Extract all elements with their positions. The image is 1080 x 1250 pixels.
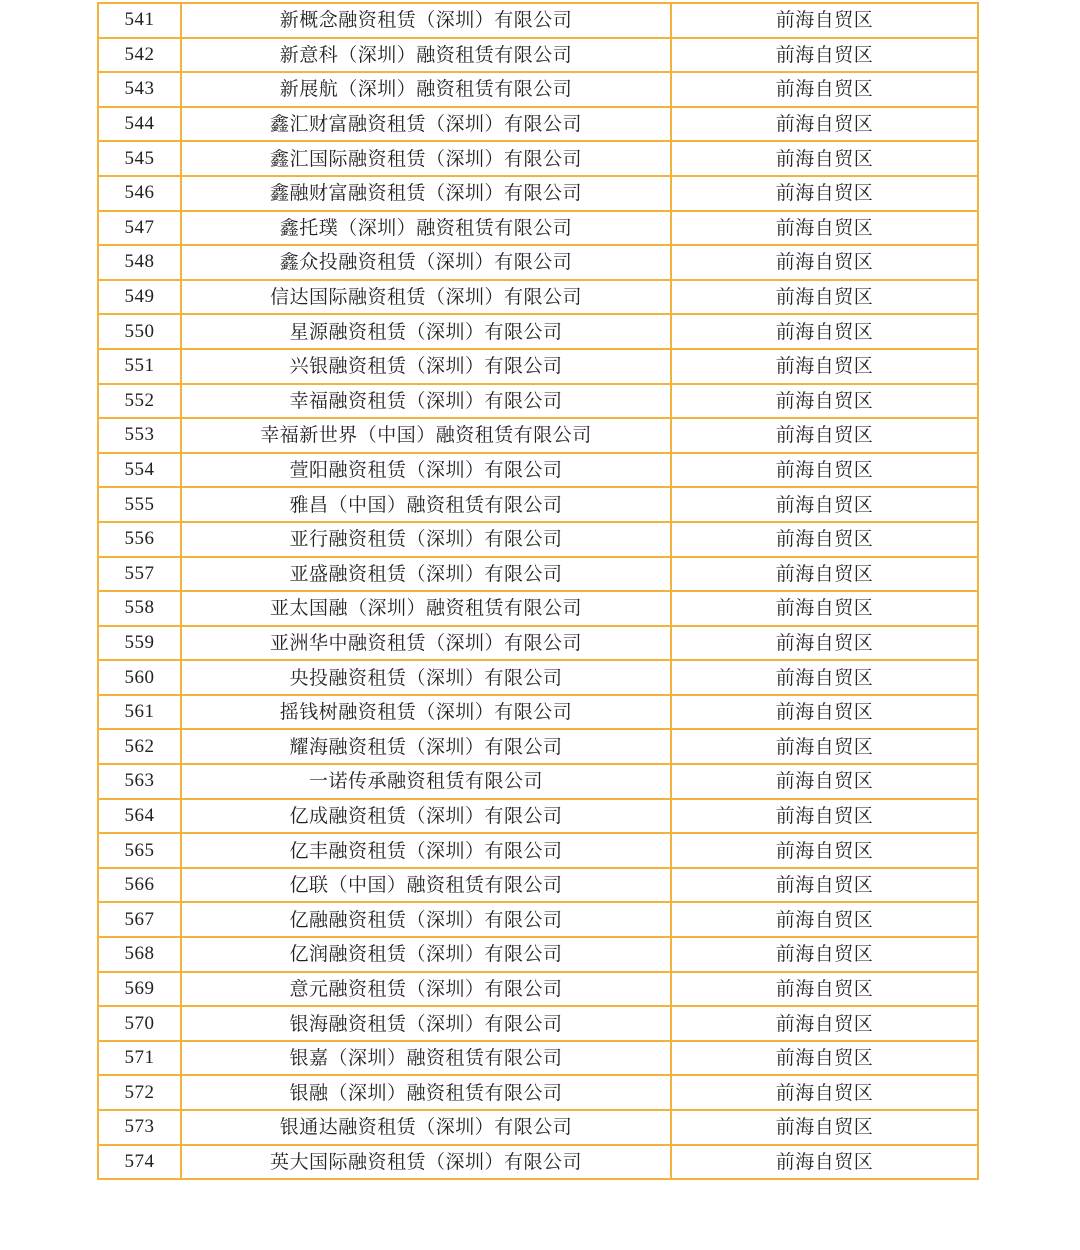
row-number: 553 (98, 418, 181, 453)
company-name: 鑫融财富融资租赁（深圳）有限公司 (181, 176, 671, 211)
row-number: 559 (98, 626, 181, 661)
table-row (98, 72, 978, 107)
company-name: 亚太国融（深圳）融资租赁有限公司 (181, 591, 671, 626)
row-number: 566 (98, 868, 181, 903)
company-name: 亚洲华中融资租赁（深圳）有限公司 (181, 626, 671, 661)
row-number: 563 (98, 764, 181, 799)
company-name: 兴银融资租赁（深圳）有限公司 (181, 349, 671, 384)
table-row (98, 314, 978, 349)
table-row (98, 972, 978, 1007)
row-number: 552 (98, 384, 181, 419)
free-trade-zone: 前海自贸区 (671, 487, 978, 522)
company-name: 信达国际融资租赁（深圳）有限公司 (181, 280, 671, 315)
free-trade-zone: 前海自贸区 (671, 384, 978, 419)
free-trade-zone: 前海自贸区 (671, 176, 978, 211)
table-row (98, 211, 978, 246)
company-name: 银海融资租赁（深圳）有限公司 (181, 1006, 671, 1041)
table-row (98, 280, 978, 315)
table-row (98, 799, 978, 834)
table-row (98, 902, 978, 937)
company-name: 幸福融资租赁（深圳）有限公司 (181, 384, 671, 419)
table-row (98, 695, 978, 730)
row-number: 562 (98, 729, 181, 764)
table-row (98, 349, 978, 384)
free-trade-zone: 前海自贸区 (671, 280, 978, 315)
table-row (98, 38, 978, 73)
row-number: 557 (98, 557, 181, 592)
company-name: 雅昌（中国）融资租赁有限公司 (181, 487, 671, 522)
row-number: 561 (98, 695, 181, 730)
row-number: 548 (98, 245, 181, 280)
company-name: 耀海融资租赁（深圳）有限公司 (181, 729, 671, 764)
table-row (98, 1075, 978, 1110)
company-name: 亿成融资租赁（深圳）有限公司 (181, 799, 671, 834)
company-name: 亿联（中国）融资租赁有限公司 (181, 868, 671, 903)
company-name: 亚行融资租赁（深圳）有限公司 (181, 522, 671, 557)
free-trade-zone: 前海自贸区 (671, 453, 978, 488)
company-name: 一诺传承融资租赁有限公司 (181, 764, 671, 799)
table-row (98, 3, 978, 38)
row-number: 556 (98, 522, 181, 557)
table-row (98, 522, 978, 557)
company-name: 银融（深圳）融资租赁有限公司 (181, 1075, 671, 1110)
free-trade-zone: 前海自贸区 (671, 314, 978, 349)
company-name: 亿丰融资租赁（深圳）有限公司 (181, 833, 671, 868)
company-list-sheet (97, 2, 977, 1180)
free-trade-zone: 前海自贸区 (671, 799, 978, 834)
company-table-body (98, 3, 978, 1179)
table-row (98, 729, 978, 764)
free-trade-zone: 前海自贸区 (671, 902, 978, 937)
free-trade-zone: 前海自贸区 (671, 1006, 978, 1041)
table-row (98, 418, 978, 453)
row-number: 544 (98, 107, 181, 142)
row-number: 568 (98, 937, 181, 972)
free-trade-zone: 前海自贸区 (671, 418, 978, 453)
company-name: 英大国际融资租赁（深圳）有限公司 (181, 1145, 671, 1180)
free-trade-zone: 前海自贸区 (671, 764, 978, 799)
free-trade-zone: 前海自贸区 (671, 245, 978, 280)
free-trade-zone: 前海自贸区 (671, 211, 978, 246)
row-number: 574 (98, 1145, 181, 1180)
row-number: 570 (98, 1006, 181, 1041)
table-row (98, 1110, 978, 1145)
table-row (98, 937, 978, 972)
row-number: 550 (98, 314, 181, 349)
table-row (98, 245, 978, 280)
company-name: 摇钱树融资租赁（深圳）有限公司 (181, 695, 671, 730)
company-name: 亚盛融资租赁（深圳）有限公司 (181, 557, 671, 592)
company-name: 银通达融资租赁（深圳）有限公司 (181, 1110, 671, 1145)
free-trade-zone: 前海自贸区 (671, 1145, 978, 1180)
free-trade-zone: 前海自贸区 (671, 591, 978, 626)
row-number: 567 (98, 902, 181, 937)
company-name: 意元融资租赁（深圳）有限公司 (181, 972, 671, 1007)
row-number: 549 (98, 280, 181, 315)
table-row (98, 384, 978, 419)
row-number: 571 (98, 1041, 181, 1076)
row-number: 573 (98, 1110, 181, 1145)
table-row (98, 833, 978, 868)
row-number: 554 (98, 453, 181, 488)
company-name: 银嘉（深圳）融资租赁有限公司 (181, 1041, 671, 1076)
row-number: 572 (98, 1075, 181, 1110)
company-name: 新概念融资租赁（深圳）有限公司 (181, 3, 671, 38)
table-row (98, 591, 978, 626)
free-trade-zone: 前海自贸区 (671, 38, 978, 73)
company-name: 鑫托璞（深圳）融资租赁有限公司 (181, 211, 671, 246)
row-number: 564 (98, 799, 181, 834)
row-number: 542 (98, 38, 181, 73)
table-row (98, 141, 978, 176)
company-name: 央投融资租赁（深圳）有限公司 (181, 660, 671, 695)
table-row (98, 453, 978, 488)
company-table (97, 2, 979, 1180)
table-row (98, 626, 978, 661)
free-trade-zone: 前海自贸区 (671, 349, 978, 384)
free-trade-zone: 前海自贸区 (671, 1110, 978, 1145)
table-row (98, 107, 978, 142)
row-number: 565 (98, 833, 181, 868)
free-trade-zone: 前海自贸区 (671, 557, 978, 592)
company-name: 亿融融资租赁（深圳）有限公司 (181, 902, 671, 937)
table-row (98, 1006, 978, 1041)
row-number: 546 (98, 176, 181, 211)
table-row (98, 660, 978, 695)
company-name: 萱阳融资租赁（深圳）有限公司 (181, 453, 671, 488)
free-trade-zone: 前海自贸区 (671, 729, 978, 764)
company-name: 星源融资租赁（深圳）有限公司 (181, 314, 671, 349)
table-row (98, 176, 978, 211)
free-trade-zone: 前海自贸区 (671, 1041, 978, 1076)
free-trade-zone: 前海自贸区 (671, 107, 978, 142)
row-number: 545 (98, 141, 181, 176)
row-number: 558 (98, 591, 181, 626)
row-number: 551 (98, 349, 181, 384)
free-trade-zone: 前海自贸区 (671, 972, 978, 1007)
company-name: 新展航（深圳）融资租赁有限公司 (181, 72, 671, 107)
row-number: 541 (98, 3, 181, 38)
free-trade-zone: 前海自贸区 (671, 1075, 978, 1110)
free-trade-zone: 前海自贸区 (671, 937, 978, 972)
free-trade-zone: 前海自贸区 (671, 141, 978, 176)
company-name: 亿润融资租赁（深圳）有限公司 (181, 937, 671, 972)
free-trade-zone: 前海自贸区 (671, 522, 978, 557)
free-trade-zone: 前海自贸区 (671, 626, 978, 661)
company-name: 鑫汇国际融资租赁（深圳）有限公司 (181, 141, 671, 176)
free-trade-zone: 前海自贸区 (671, 72, 978, 107)
row-number: 543 (98, 72, 181, 107)
row-number: 555 (98, 487, 181, 522)
table-row (98, 1145, 978, 1180)
company-name: 鑫汇财富融资租赁（深圳）有限公司 (181, 107, 671, 142)
company-name: 幸福新世界（中国）融资租赁有限公司 (181, 418, 671, 453)
company-name: 鑫众投融资租赁（深圳）有限公司 (181, 245, 671, 280)
free-trade-zone: 前海自贸区 (671, 868, 978, 903)
free-trade-zone: 前海自贸区 (671, 3, 978, 38)
free-trade-zone: 前海自贸区 (671, 833, 978, 868)
row-number: 569 (98, 972, 181, 1007)
table-row (98, 868, 978, 903)
table-row (98, 487, 978, 522)
row-number: 560 (98, 660, 181, 695)
row-number: 547 (98, 211, 181, 246)
table-row (98, 764, 978, 799)
free-trade-zone: 前海自贸区 (671, 660, 978, 695)
company-name: 新意科（深圳）融资租赁有限公司 (181, 38, 671, 73)
table-row (98, 557, 978, 592)
table-row (98, 1041, 978, 1076)
free-trade-zone: 前海自贸区 (671, 695, 978, 730)
